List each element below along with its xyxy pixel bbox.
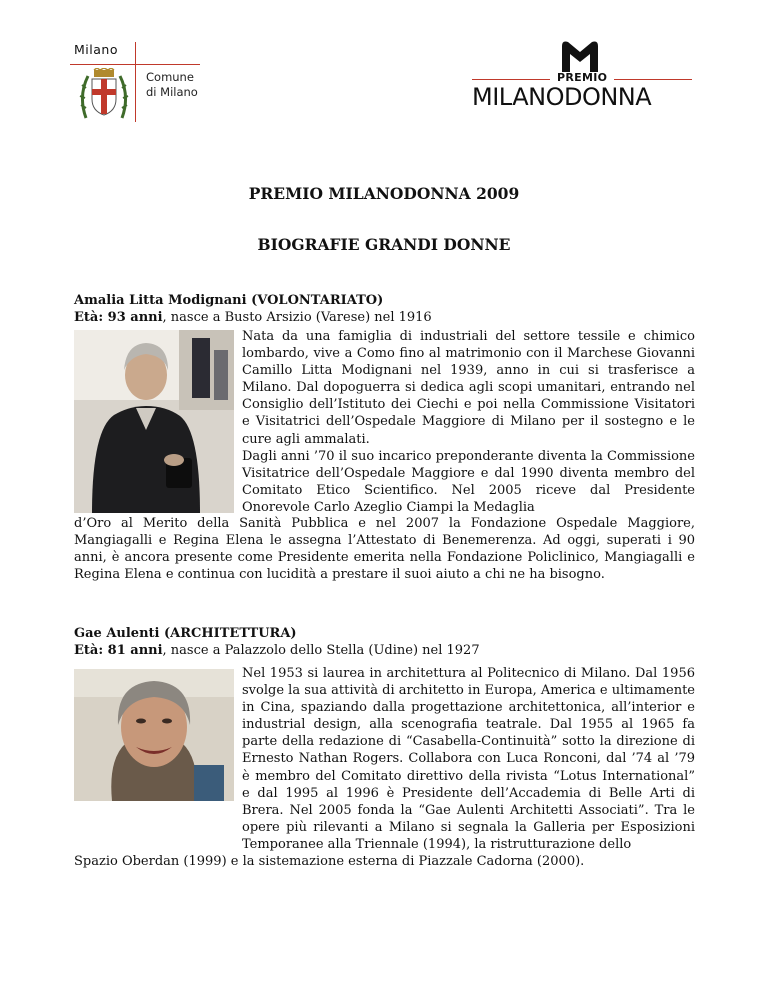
bio2-name: Gae Aulenti (ARCHITETTURA)	[74, 626, 297, 641]
logo-comune-text	[146, 70, 198, 100]
page-subtitle: BIOGRAFIE GRANDI DONNE	[257, 235, 511, 254]
bio1-text-beside-photo-2: Dagli anni ’70 il suo incarico preponderante diventa la Commissione Visitatrice dell’Ospedale Maggiore e dal 1990 diventa membro del Comitato Etico Scientifico. Nel 2005 riceve dal Presidente Onorevole Carlo Azeglio Ciampi la Medaglia	[242, 449, 695, 516]
bio1-text-full-width: d’Oro al Merito della Sanità Pubblica e nel 2007 la Fondazione Ospedale Maggiore, Mangiagalli e Regina Elena le assegna l’Attestato di Benemerenza. Ad oggi, superati i 90 anni, è ancora presente come Presidente emerita nella Fondazione Policlinico, Mangiagalli e Regina Elena e continua con lucidità a prestare il suoi aiuto a chi ne ha bisogno.	[74, 516, 695, 583]
bio2-text-full-width: Spazio Oberdan (1999) e la sistemazione esterna di Piazzale Cadorna (2000).	[74, 854, 585, 869]
logo-line-right	[614, 79, 692, 80]
page-title: PREMIO MILANODONNA 2009	[248, 184, 520, 203]
logo-divider-vertical	[135, 42, 136, 122]
bio2-text-beside-photo: Nel 1953 si laurea in architettura al Politecnico di Milano. Dal 1956 svolge la sua attività di architetto in Europa, America e ultimamente in Cina, spaziando dalla progettazione architettonica, all’interior e industrial design, alla scenografia teatrale. Dal 1955 al 1965 fa parte della redazione di “Casabella-Continuità” sotto la direzione di Ernesto Nathan Rogers. Collabora con Luca Ronconi, dal ’74 al ’79 è membro del Comitato direttivo della rivista “Lotus International” e dal 1995 al 1996 è Presidente dell’Accademia di Belle Arti di Brera. Nel 2005 fonda la “Gae Aulenti Architetti Associati”. Tra le opere più rilevanti a Milano si segnala la Galleria per Esposizioni Temporanee alla Triennale (1994), la ristrutturazione dello	[242, 666, 695, 852]
logo-city-name: Milano	[74, 42, 118, 57]
premio-m-arch-icon	[560, 40, 600, 72]
premio-milanodonna-logo	[468, 40, 698, 110]
bio1-age-line	[74, 309, 432, 326]
bio2-birth: , nasce a Palazzolo dello Stella (Udine) nel 1927	[162, 643, 480, 658]
bio2-portrait-photo	[74, 669, 234, 801]
bio1-name: Amalia Litta Modignani (VOLONTARIATO)	[74, 293, 384, 308]
logo-milanodonna-word: MILANODONNA	[472, 83, 652, 111]
bio1-age: Età: 93 anni	[74, 310, 163, 325]
logo-divider-horizontal	[70, 64, 200, 65]
logo-comune-line1: Comune	[146, 70, 194, 84]
logo-line-left	[472, 79, 550, 80]
bio1-portrait-photo	[74, 330, 234, 513]
bio1-text-beside-photo: Nata da una famiglia di industriali del settore tessile e chimico lombardo, vive a Como fino al matrimonio con il Marchese Giovanni Camillo Litta Modignani nel 1939, anno in cui si trasferisce a Milano. Dal dopoguerra si dedica agli scopi umanitari, entrando nel Consiglio dell’Istituto dei Ciechi e poi nella Commissione Visitatori e Visitatrici dell’Ospedale Maggiore di Milano per il sostegno e le cure agli ammalati.	[242, 329, 695, 447]
comune-di-milano-logo	[70, 42, 230, 122]
milano-coat-of-arms-icon	[78, 68, 130, 122]
bio2-age: Età: 81 anni	[74, 643, 163, 658]
bio1-birth: , nasce a Busto Arsizio (Varese) nel 1916	[162, 310, 432, 325]
logo-premio-word: PREMIO	[557, 71, 608, 84]
logo-comune-line2: di Milano	[146, 85, 198, 99]
bio2-age-line	[74, 642, 480, 659]
